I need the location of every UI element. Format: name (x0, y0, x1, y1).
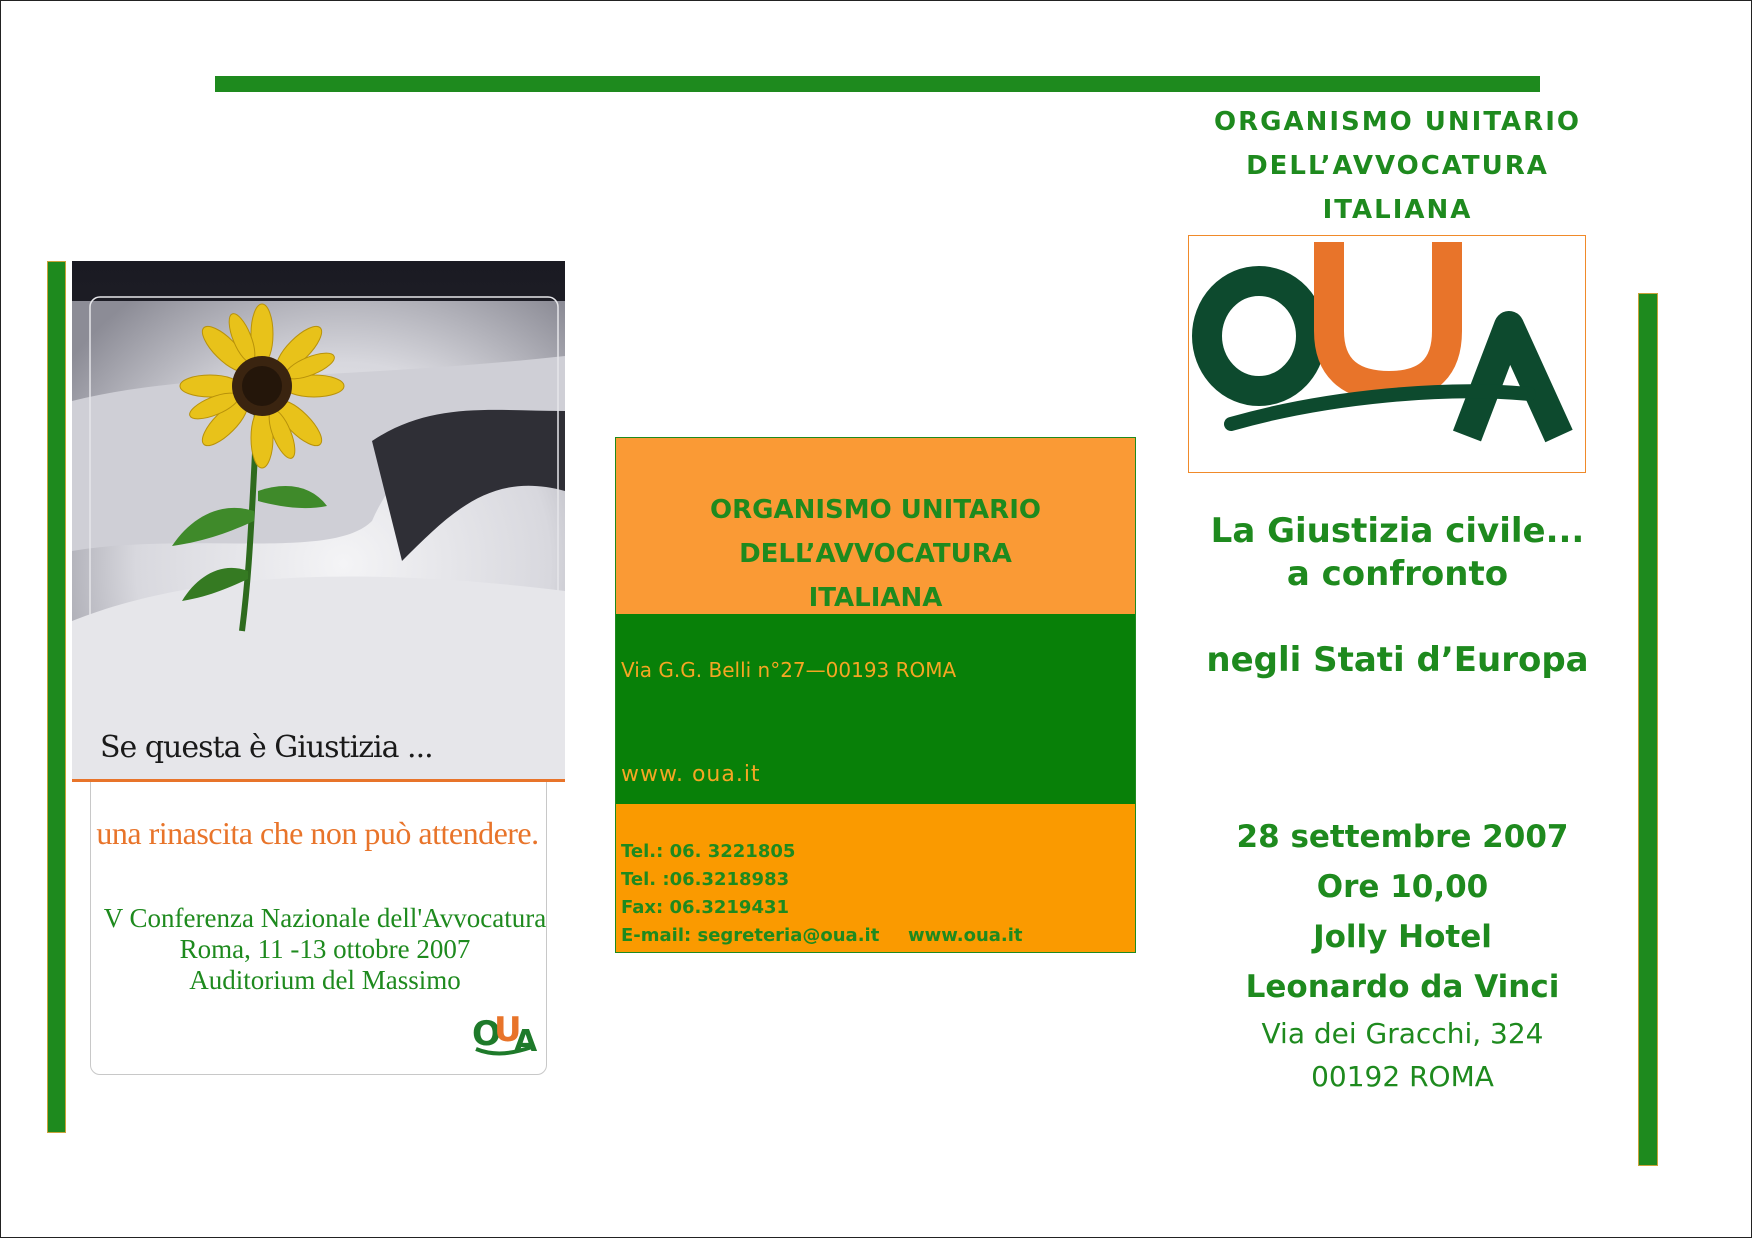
contact-tel2: Tel. :06.3218983 (621, 869, 790, 890)
contact-website-small[interactable]: www.oua.it (908, 925, 1023, 946)
poster-tagline: una rinascita che non può attendere. (96, 815, 539, 851)
oua-logo (1188, 235, 1586, 473)
sunflower-snow-photo (72, 261, 565, 782)
conference-name: V Conferenza Nazionale dell'Avvocatura (103, 903, 547, 933)
conference-venue: Auditorium del Massimo (189, 965, 461, 995)
svg-text:U: U (494, 1010, 522, 1050)
event-date: 28 settembre 2007 (1236, 819, 1569, 855)
org-heading-line3: ITALIANA (1322, 195, 1473, 225)
contact-org-line1: ORGANISMO UNITARIO (710, 495, 1041, 525)
event-venue-line1: Jolly Hotel (1313, 919, 1492, 955)
top-green-bar (215, 76, 1540, 92)
event-time: Ore 10,00 (1316, 869, 1489, 905)
right-green-bar (1638, 293, 1658, 1166)
contact-website-link[interactable]: www. oua.it (621, 762, 761, 787)
event-address-line2: 00192 ROMA (1311, 1060, 1494, 1093)
contact-address: Via G.G. Belli n°27—00193 ROMA (621, 658, 957, 682)
svg-text:A: A (514, 1024, 538, 1059)
left-green-bar (47, 261, 66, 1133)
contact-card (615, 437, 1136, 953)
oua-small-logo (470, 1005, 538, 1063)
contact-card-footer (616, 804, 1135, 953)
event-address-line1: Via dei Gracchi, 324 (1261, 1017, 1544, 1050)
poster-caption: Se questa è Giustizia ... (100, 730, 433, 765)
event-details (1180, 812, 1625, 1098)
org-heading-line1: ORGANISMO UNITARIO (1214, 107, 1581, 137)
event-venue-line2: Leonardo da Vinci (1245, 969, 1560, 1005)
poster-conference-info (90, 903, 560, 996)
contact-org-line2: DELL’AVVOCATURA (739, 539, 1012, 569)
event-title (1180, 510, 1615, 682)
org-heading-line2: DELL’AVVOCATURA (1246, 151, 1549, 181)
event-title-line3: negli Stati d’Europa (1206, 640, 1589, 680)
event-title-line1: La Giustizia civile... (1210, 511, 1585, 551)
conference-dates: Roma, 11 -13 ottobre 2007 (179, 934, 471, 964)
contact-tel1: Tel.: 06. 3221805 (621, 841, 796, 862)
contact-card-middle (616, 614, 1135, 804)
contact-org-line3: ITALIANA (808, 583, 943, 613)
contact-card-header (616, 438, 1135, 614)
contact-fax: Fax: 06.3219431 (621, 897, 790, 918)
svg-text:O: O (472, 1014, 501, 1054)
org-heading (1180, 100, 1615, 232)
event-title-line2: a confronto (1286, 554, 1509, 594)
contact-email[interactable]: E-mail: segreteria@oua.it (621, 925, 880, 946)
